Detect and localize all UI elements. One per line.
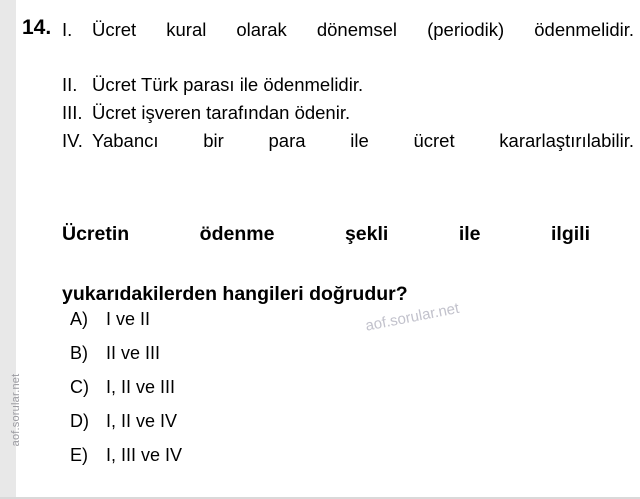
- statement-text: Ücret işveren tarafından ödenir.: [92, 102, 351, 123]
- option-text: II ve III: [106, 343, 161, 363]
- left-margin-strip: [0, 0, 22, 499]
- statement-row: [62, 99, 634, 126]
- statement-text: Ücret Türk parası ile ödenmelidir.: [92, 74, 364, 95]
- statement-label: II.: [62, 74, 78, 95]
- option-key: B): [70, 343, 88, 363]
- option-key: E): [70, 445, 88, 465]
- option-key: C): [70, 377, 89, 397]
- option-text: I, III ve IV: [106, 445, 183, 465]
- statement-row: [62, 16, 634, 70]
- option-text: I ve II: [106, 309, 151, 329]
- statement-label: III.: [62, 102, 83, 123]
- option-b[interactable]: [70, 339, 590, 373]
- option-a[interactable]: [70, 305, 590, 339]
- page-watermark: aof.sorular.net: [364, 299, 461, 335]
- statement-text: Yabancı bir para ile ücret kararlaştırılabilir.: [92, 130, 634, 151]
- statement-row: [62, 71, 634, 98]
- option-key: A): [70, 309, 88, 329]
- option-e[interactable]: [70, 441, 590, 475]
- statement-row: [62, 127, 634, 181]
- question-page: [16, 0, 640, 497]
- question-number: 14.: [22, 16, 52, 39]
- statement-label: I.: [62, 19, 73, 40]
- question-prompt-line-2: yukarıdakilerden hangileri doğrudur?: [62, 283, 408, 305]
- option-key: D): [70, 411, 89, 431]
- side-watermark: aof.sorular.net: [10, 373, 22, 447]
- option-text: I, II ve IV: [106, 411, 178, 431]
- option-c[interactable]: [70, 373, 590, 407]
- question-prompt: [62, 219, 590, 309]
- statement-label: IV.: [62, 130, 83, 151]
- question-statements: [62, 16, 634, 182]
- option-d[interactable]: [70, 407, 590, 441]
- question-prompt-line-1: Ücretin ödenme şekli ile ilgili: [62, 223, 590, 245]
- statement-text: Ücret kural olarak dönemsel (periodik) ödenmelidir.: [92, 19, 634, 40]
- answer-options: [70, 305, 590, 475]
- option-text: I, II ve III: [106, 377, 176, 397]
